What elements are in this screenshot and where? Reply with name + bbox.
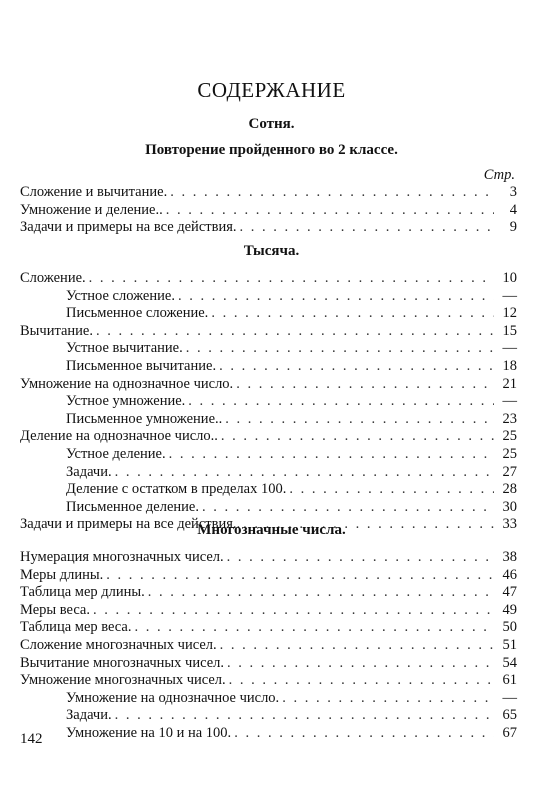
toc-entry-label: Умножение на однозначное число. xyxy=(66,689,280,706)
toc-entry-label: Письменное умножение.. xyxy=(66,410,223,427)
toc-entry xyxy=(20,584,517,602)
toc-entry xyxy=(20,499,517,517)
dot-leader xyxy=(240,219,495,237)
dot-leader xyxy=(282,690,494,708)
dot-leader xyxy=(236,376,494,394)
page-title: СОДЕРЖАНИЕ xyxy=(197,78,346,102)
toc-entry-page: 30 xyxy=(502,498,517,515)
toc-entry-label: Письменное сложение. xyxy=(66,305,209,322)
dot-leader xyxy=(148,584,494,602)
dot-leader xyxy=(289,481,494,499)
dot-leader xyxy=(229,672,494,690)
toc-entry xyxy=(20,270,517,288)
toc-entry xyxy=(20,446,517,464)
toc-entry-label: Умножение многозначных чисел. xyxy=(20,672,226,689)
toc-entry-page: 27 xyxy=(502,463,517,480)
toc-entry xyxy=(20,376,517,394)
toc-entry-page: 38 xyxy=(502,549,517,565)
toc-entry-page: 50 xyxy=(502,619,517,636)
toc-entry-label: Письменное деление. xyxy=(66,498,199,515)
toc-entry-label: Задачи. xyxy=(66,463,112,480)
toc-entry-page: 4 xyxy=(509,201,517,218)
toc-entry xyxy=(20,690,517,708)
toc-entry-page: 3 xyxy=(509,184,517,200)
toc-entry-label: Сложение и вычитание. xyxy=(20,184,168,200)
dot-leader xyxy=(186,340,494,358)
toc-entry xyxy=(20,464,517,482)
toc-entry-label: Задачи и примеры на все действия.. xyxy=(20,516,241,533)
dot-leader xyxy=(211,305,494,323)
toc-entry xyxy=(20,619,517,637)
dot-leader xyxy=(106,567,494,585)
toc-entry-label: Таблица мер длины. xyxy=(20,584,145,601)
dot-leader xyxy=(225,411,494,429)
toc-entry-label: Задачи. xyxy=(66,707,112,724)
toc-entry xyxy=(20,411,517,429)
section-heading-thousand: Тысяча. xyxy=(243,243,300,259)
toc-entry-page: 67 xyxy=(502,724,517,741)
toc-entry-page: — xyxy=(502,287,517,304)
toc-entry-label: Устное деление. xyxy=(66,445,166,462)
toc-entry xyxy=(20,637,517,655)
dot-leader xyxy=(170,184,494,202)
toc-entry xyxy=(20,549,517,567)
toc-entry-label: Устное сложение. xyxy=(66,287,175,304)
toc-entry-page: 46 xyxy=(502,566,517,583)
toc-entry-page: 47 xyxy=(502,584,517,601)
dot-leader xyxy=(96,323,494,341)
toc-entry xyxy=(20,725,517,743)
dot-leader xyxy=(219,358,494,376)
dot-leader xyxy=(234,725,494,743)
toc-entry-label: Нумерация многозначных чисел. xyxy=(20,549,224,565)
toc-entry-page: 61 xyxy=(502,672,517,689)
toc-entry-label: Сложение. xyxy=(20,270,86,286)
dot-leader xyxy=(227,549,494,567)
dot-leader xyxy=(166,202,494,220)
toc-entry xyxy=(20,219,517,237)
page-number: 142 xyxy=(20,731,43,747)
toc-entry-page: — xyxy=(502,689,517,706)
toc-entry-label: Умножение на 10 и на 100. xyxy=(66,724,232,741)
toc-entry-page: 51 xyxy=(502,636,517,653)
toc-entry-page: 25 xyxy=(502,428,517,445)
toc-entry-page: 54 xyxy=(502,654,517,671)
dot-leader xyxy=(188,393,494,411)
toc-entry-label: Письменное вычитание. xyxy=(66,357,217,374)
toc-entry-page: — xyxy=(502,340,517,357)
toc-entry-label: Сложение многозначных чисел. xyxy=(20,636,217,653)
toc-entry-page: 23 xyxy=(502,410,517,427)
toc-entry-label: Умножение и деление.. xyxy=(20,201,163,218)
toc-entry-page: 9 xyxy=(509,219,517,236)
toc-entry-page: 49 xyxy=(502,601,517,618)
dot-leader xyxy=(178,288,494,306)
toc-entry-page: — xyxy=(502,393,517,410)
toc-entry xyxy=(20,567,517,585)
toc-entry xyxy=(20,393,517,411)
toc-entry-page: 21 xyxy=(502,375,517,392)
section-heading-hundred: Сотня. xyxy=(248,116,295,132)
toc-entry-label: Умножение на однозначное число. xyxy=(20,375,234,392)
toc-entry xyxy=(20,672,517,690)
toc-entry-page: 12 xyxy=(502,305,517,322)
dot-leader xyxy=(227,655,494,673)
dot-leader xyxy=(220,637,494,655)
dot-leader xyxy=(169,446,494,464)
toc-entry xyxy=(20,707,517,725)
toc-entry xyxy=(20,288,517,306)
dot-leader xyxy=(93,602,494,620)
toc-list-multidigit xyxy=(20,549,517,743)
section-heading-multidigit: Многозначные числа. xyxy=(197,522,346,538)
toc-list-thousand xyxy=(20,270,517,534)
toc-entry-label: Вычитание многозначных чисел. xyxy=(20,654,224,671)
dot-leader xyxy=(202,499,494,517)
dot-leader xyxy=(134,619,494,637)
toc-entry xyxy=(20,428,517,446)
toc-entry-page: 25 xyxy=(502,445,517,462)
toc-entry-label: Меры длины. xyxy=(20,566,104,583)
toc-entry-page: 65 xyxy=(502,707,517,724)
page-column-label: Стр. xyxy=(483,167,515,183)
toc-entry xyxy=(20,358,517,376)
toc-entry xyxy=(20,305,517,323)
dot-leader xyxy=(89,270,494,288)
toc-entry-label: Устное умножение. xyxy=(66,393,186,410)
toc-entry-page: 28 xyxy=(502,481,517,498)
toc-entry xyxy=(20,323,517,341)
toc-entry xyxy=(20,602,517,620)
toc-entry-page: 33 xyxy=(502,516,517,533)
toc-entry xyxy=(20,481,517,499)
toc-entry-label: Меры веса. xyxy=(20,601,90,618)
toc-entry-page: 18 xyxy=(502,357,517,374)
dot-leader xyxy=(115,464,494,482)
toc-entry xyxy=(20,184,517,202)
toc-entry-label: Таблица мер веса. xyxy=(20,619,132,636)
dot-leader xyxy=(221,428,494,446)
section-subheading-review: Повторение пройденного во 2 классе. xyxy=(145,142,398,158)
toc-entry-label: Задачи и примеры на все действия. xyxy=(20,219,237,236)
toc-entry xyxy=(20,202,517,220)
toc-entry xyxy=(20,340,517,358)
toc-entry-page: 15 xyxy=(502,322,517,339)
dot-leader xyxy=(115,707,494,725)
toc-entry-label: Деление на однозначное число.. xyxy=(20,428,218,445)
toc-entry-page: 10 xyxy=(502,270,517,286)
toc-entry-label: Деление с остатком в пределах 100. xyxy=(66,481,287,498)
toc-list-hundred xyxy=(20,184,517,237)
toc-entry-label: Вычитание. xyxy=(20,322,93,339)
toc-entry xyxy=(20,655,517,673)
toc-entry-label: Устное вычитание. xyxy=(66,340,183,357)
